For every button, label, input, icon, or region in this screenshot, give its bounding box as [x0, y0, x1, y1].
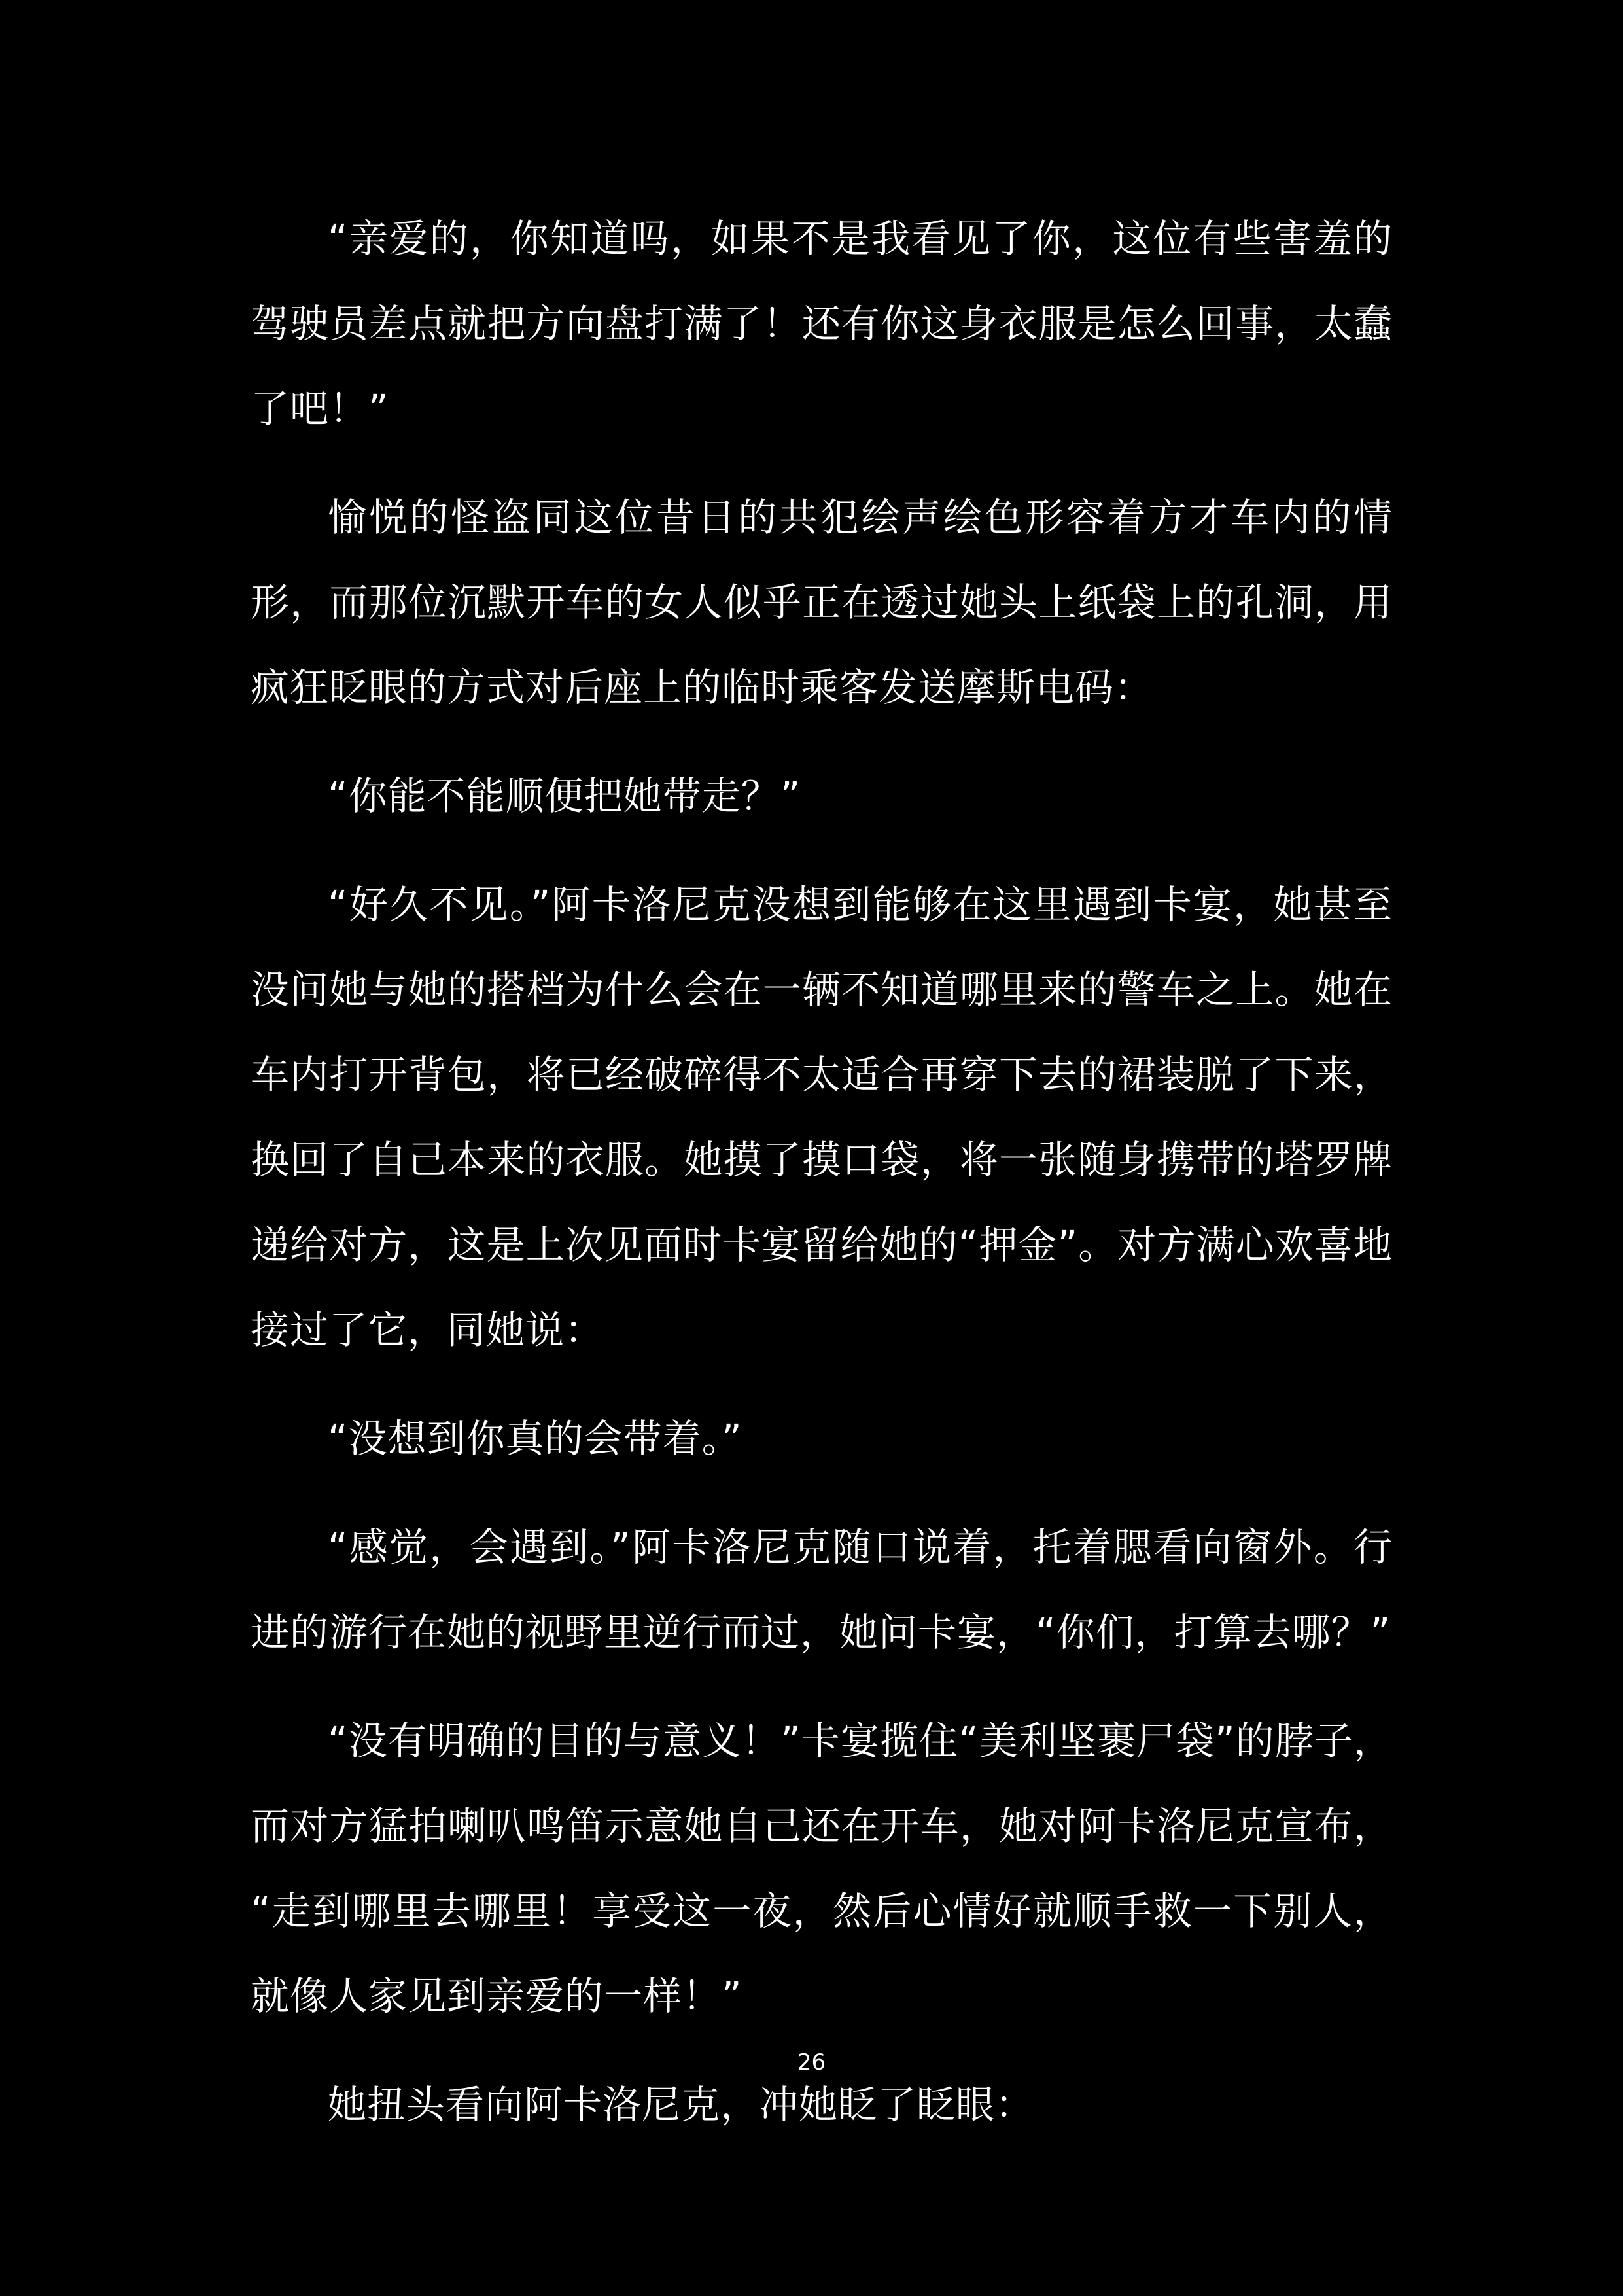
page-number: 26	[797, 2049, 826, 2075]
paragraph: 她扭头看向阿卡洛尼克，冲她眨了眨眼：	[328, 2082, 1035, 2127]
paragraph: “亲爱的，你知道吗，如果不是我看见了你，这位有些害羞的驾驶员差点就把方向盘打满了！还有你这身衣服是怎么回事，太蠢了吧！”	[251, 216, 1393, 431]
paragraph: “感觉，会遇到。”阿卡洛尼克随口说着，托着腮看向窗外。行进的游行在她的视野里逆行而过，她问卡宴，“你们，打算去哪？”	[251, 1525, 1393, 1655]
paragraph: “好久不见。”阿卡洛尼克没想到能够在这里遇到卡宴，她甚至没问她与她的搭档为什么会在一辆不知道哪里来的警车之上。她在车内打开背包，将已经破碎得不太适合再穿下去的裙装脱了下来，换回了自己本来的衣服。她摸了摸口袋，将一张随身携带的塔罗牌递给对方，这是上次见面时卡宴留给她的“押金”。对方满心欢喜地接过了它，同她说：	[251, 882, 1393, 1352]
paragraph: “没有明确的目的与意义！”卡宴揽住“美利坚裹尸袋”的脖子，而对方猛拍喇叭鸣笛示意她自己还在开车，她对阿卡洛尼克宣布，“走到哪里去哪里！享受这一夜，然后心情好就顺手救一下别人，就像人家见到亲爱的一样！”	[251, 1718, 1393, 2019]
body-text	[251, 196, 1393, 2171]
paragraph: “你能不能顺便把她带走？”	[328, 773, 801, 819]
paragraph: 愉悦的怪盗同这位昔日的共犯绘声绘色形容着方才车内的情形，而那位沉默开车的女人似乎正在透过她头上纸袋上的孔洞，用疯狂眨眼的方式对后座上的临时乘客发送摩斯电码：	[251, 495, 1393, 710]
paragraph: “没想到你真的会带着。”	[328, 1416, 742, 1461]
